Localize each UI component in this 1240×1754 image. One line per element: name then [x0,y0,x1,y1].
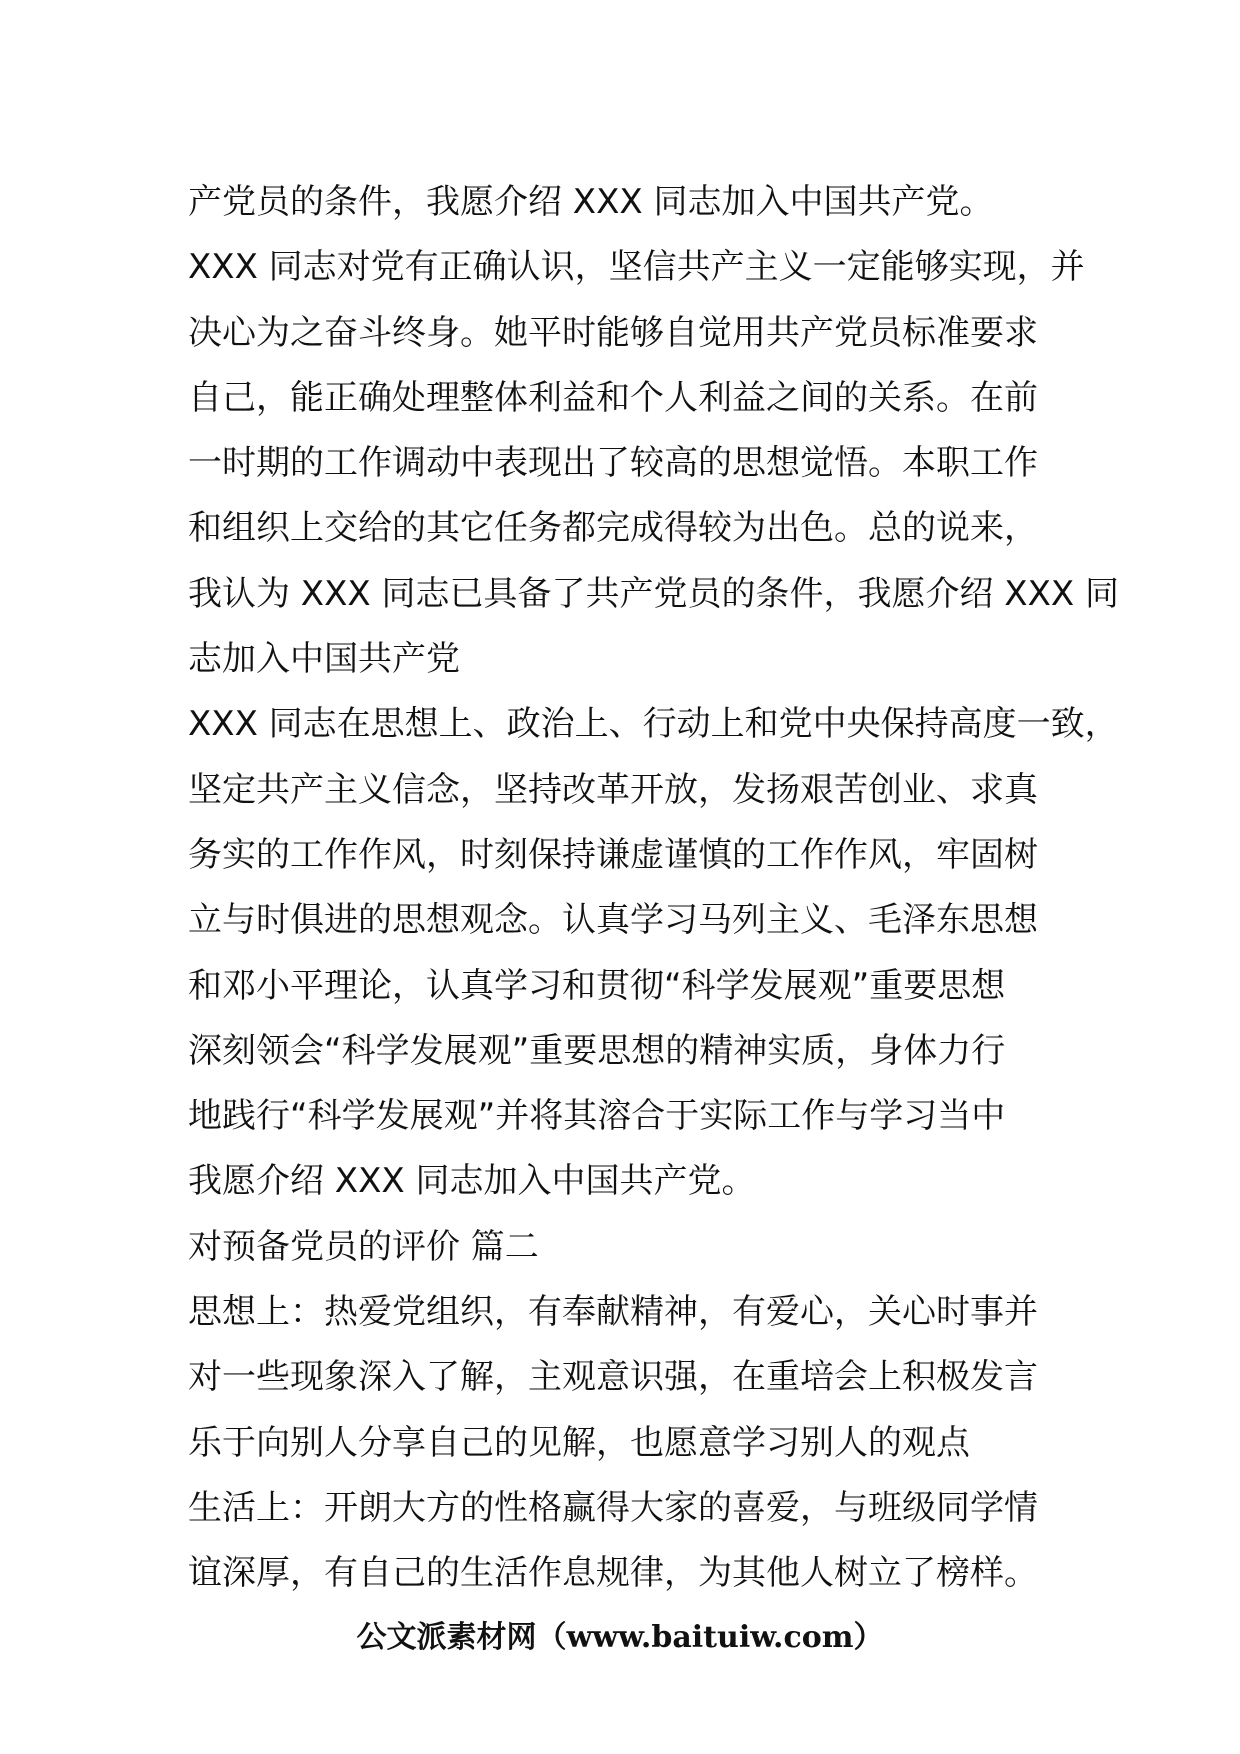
text-line: XXX 同志在思想上、政治上、行动上和党中央保持高度一致， [188,704,1119,745]
text-line: 思想上：热爱党组织，有奉献精神，有爱心，关心时事并 [188,1292,1038,1333]
text-line: 我愿介绍 XXX 同志加入中国共产党。 [188,1161,756,1202]
document-body [188,170,1119,1607]
page-footer-watermark: 公文派素材网（www.baituiw.com） [356,1620,884,1655]
text-line: 产党员的条件，我愿介绍 XXX 同志加入中国共产党。 [188,182,994,222]
text-line: XXX 同志对党有正确认识，坚信共产主义一定能够实现，并 [188,247,1085,288]
text-line: 决心为之奋斗终身。她平时能够自觉用共产党员标准要求 [188,312,1038,353]
text-line: 和组织上交给的其它任务都完成得较为出色。总的说来， [188,508,1038,549]
text-line: 务实的工作作风，时刻保持谦虚谨慎的工作作风，牢固树 [188,834,1038,875]
section-heading: 对预备党员的评价 篇二 [188,1226,539,1267]
text-line: 生活上：开朗大方的性格赢得大家的喜爱，与班级同学情 [188,1487,1038,1528]
text-line: 一时期的工作调动中表现出了较高的思想觉悟。本职工作 [188,443,1038,484]
text-line: 对一些现象深入了解，主观意识强，在重培会上积极发言 [188,1357,1038,1398]
text-line: 地践行“科学发展观”并将其溶合于实际工作与学习当中 [188,1096,1006,1137]
text-line: 坚定共产主义信念，坚持改革开放，发扬艰苦创业、求真 [188,769,1038,810]
text-line: 乐于向别人分享自己的见解，也愿意学习别人的观点 [188,1422,970,1463]
text-line: 志加入中国共产党 [188,639,460,680]
text-line: 我认为 XXX 同志已具备了共产党员的条件，我愿介绍 XXX 同 [188,573,1119,614]
text-line: 立与时俱进的思想观念。认真学习马列主义、毛泽东思想 [188,900,1038,941]
text-line: 和邓小平理论，认真学习和贯彻“科学发展观”重要思想 [188,965,1006,1006]
text-line: 深刻领会“科学发展观”重要思想的精神实质，身体力行 [188,1030,1006,1071]
text-line: 自己，能正确处理整体利益和个人利益之间的关系。在前 [188,377,1038,418]
text-line: 谊深厚，有自己的生活作息规律，为其他人树立了榜样。 [188,1553,1038,1594]
